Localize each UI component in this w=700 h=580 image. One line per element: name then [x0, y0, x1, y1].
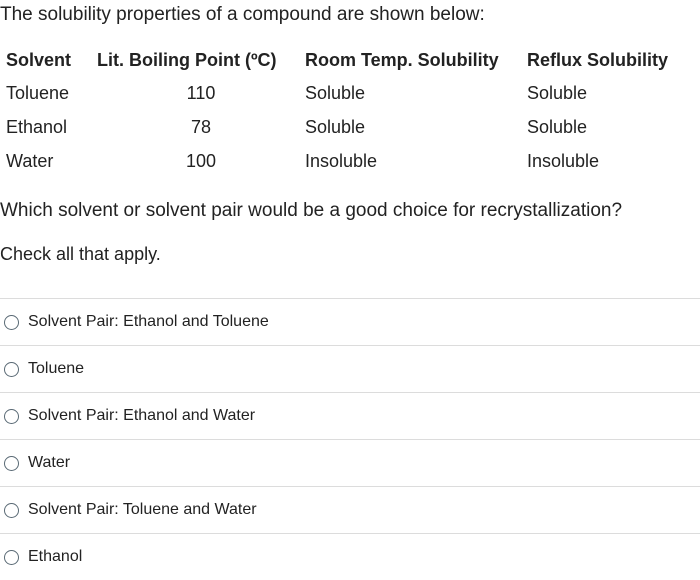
header-room-temp-solubility: Room Temp. Solubility — [305, 49, 499, 70]
answer-options-list — [0, 298, 700, 580]
radio-button-icon[interactable] — [4, 362, 19, 377]
cell-boiling-point: 100 — [185, 150, 217, 171]
answer-option-label: Solvent Pair: Toluene and Water — [28, 501, 257, 518]
cell-solvent: Ethanol — [6, 116, 68, 137]
cell-boiling-point: 78 — [190, 116, 212, 137]
table-header-row — [6, 44, 687, 76]
cell-reflux-solubility: Insoluble — [527, 150, 600, 171]
answer-option-label: Toluene — [28, 360, 85, 377]
header-solvent: Solvent — [6, 49, 72, 70]
cell-reflux-solubility: Soluble — [527, 116, 588, 137]
table-row — [6, 76, 687, 110]
answer-option-ethanol-water[interactable] — [0, 393, 700, 440]
cell-room-temp-solubility: Insoluble — [305, 150, 378, 171]
answer-option-label: Water — [28, 454, 71, 471]
cell-solvent: Water — [6, 150, 54, 171]
radio-button-icon[interactable] — [4, 503, 19, 518]
answer-option-toluene[interactable] — [0, 346, 700, 393]
answer-option-water[interactable] — [0, 440, 700, 487]
cell-reflux-solubility: Soluble — [527, 82, 588, 103]
radio-button-icon[interactable] — [4, 315, 19, 330]
intro-text: The solubility properties of a compound are shown below: — [0, 4, 485, 25]
answer-option-label: Solvent Pair: Ethanol and Toluene — [28, 313, 269, 330]
answer-option-toluene-water[interactable] — [0, 487, 700, 534]
radio-button-icon[interactable] — [4, 550, 19, 565]
solubility-table — [6, 44, 687, 178]
answer-option-label: Solvent Pair: Ethanol and Water — [28, 407, 256, 424]
question-text: Which solvent or solvent pair would be a good choice for recrystallization? — [0, 200, 623, 221]
table-row — [6, 144, 687, 178]
cell-solvent: Toluene — [6, 82, 70, 103]
answer-option-label: Ethanol — [28, 548, 83, 565]
answer-option-ethanol[interactable] — [0, 534, 700, 580]
header-boiling-point: Lit. Boiling Point (ºC) — [97, 49, 277, 70]
radio-button-icon[interactable] — [4, 456, 19, 471]
header-reflux-solubility: Reflux Solubility — [527, 49, 669, 70]
cell-room-temp-solubility: Soluble — [305, 116, 366, 137]
cell-room-temp-solubility: Soluble — [305, 82, 366, 103]
instruction-text: Check all that apply. — [0, 244, 161, 264]
answer-option-ethanol-toluene[interactable] — [0, 299, 700, 346]
cell-boiling-point: 110 — [186, 82, 216, 103]
table-row — [6, 110, 687, 144]
radio-button-icon[interactable] — [4, 409, 19, 424]
